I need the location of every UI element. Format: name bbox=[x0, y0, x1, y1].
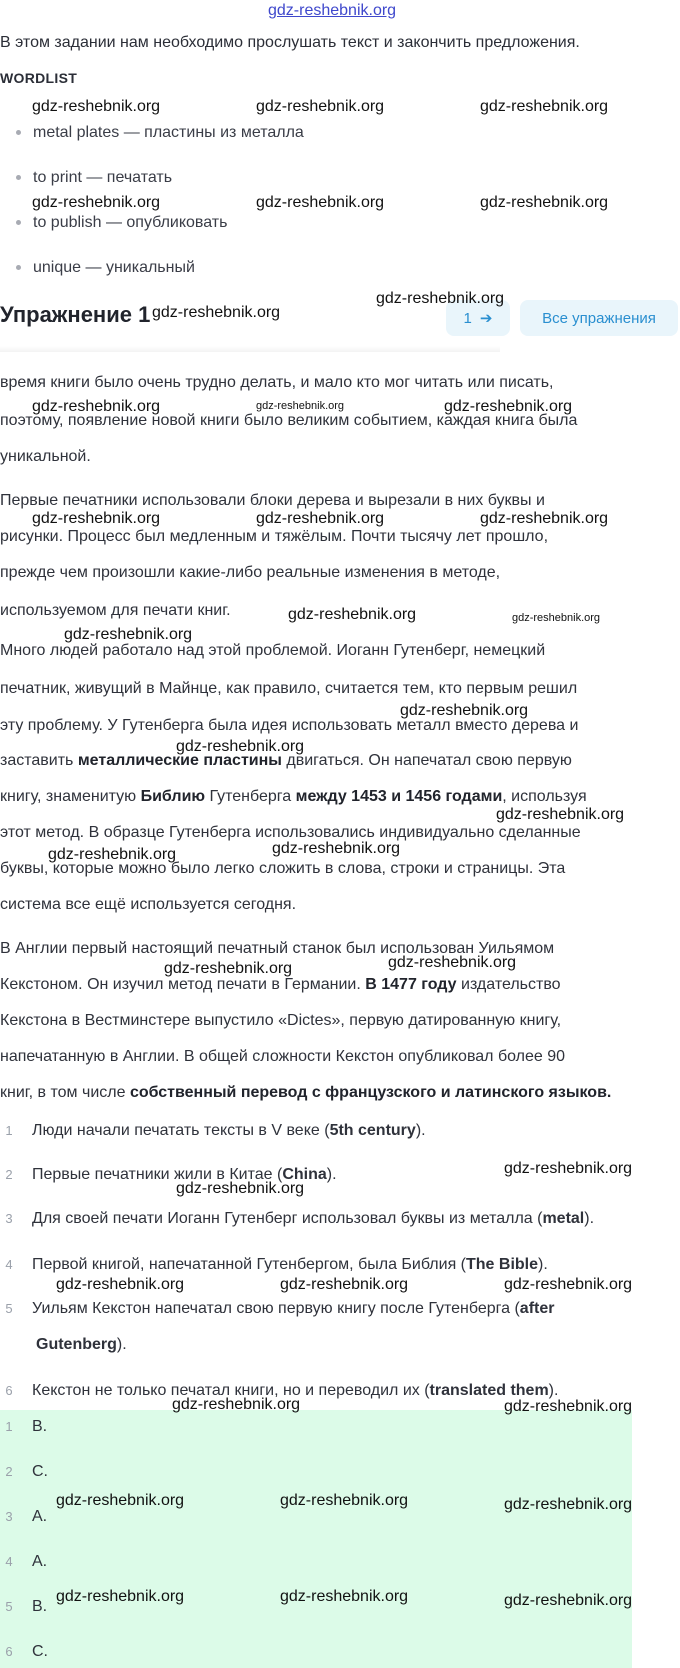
watermark: gdz-reshebnik.org bbox=[512, 612, 601, 624]
text-line: эту проблему. У Гутенберга была идея использовать металл вместо дерева и bbox=[0, 717, 579, 734]
watermark: gdz-reshebnik.org bbox=[164, 960, 293, 977]
text-line: книгу, знаменитую Библию Гутенберга между 1453 и 1456 годами, используя bbox=[0, 788, 587, 805]
text-line: В Англии первый настоящий печатный станок был использован Уильямом bbox=[0, 940, 555, 957]
bullet-icon bbox=[16, 265, 21, 270]
wordlist-item: to print — печатать bbox=[16, 169, 172, 187]
text-line: Первые печатники использовали блоки дерева и вырезали в них буквы и bbox=[0, 492, 545, 509]
watermark: gdz-reshebnik.org bbox=[480, 98, 609, 115]
watermark: gdz-reshebnik.org bbox=[32, 510, 161, 527]
text-line: напечатанную в Англии. В общей сложности Кекстон опубликовал более 90 bbox=[0, 1048, 566, 1065]
watermark: gdz-reshebnik.org bbox=[280, 1492, 409, 1509]
watermark: gdz-reshebnik.org bbox=[376, 290, 505, 307]
watermark: gdz-reshebnik.org bbox=[444, 398, 573, 415]
watermark: gdz-reshebnik.org bbox=[64, 626, 193, 643]
text-line: система все ещё используется сегодня. bbox=[0, 896, 297, 913]
watermark: gdz-reshebnik.org bbox=[32, 398, 161, 415]
answers-panel bbox=[0, 1410, 632, 1668]
wordlist-item: metal plates — пластины из металла bbox=[16, 124, 304, 142]
all-exercises-button[interactable]: Все упражнения bbox=[520, 300, 678, 336]
watermark: gdz-reshebnik.org bbox=[480, 510, 609, 527]
answer-item: 3 A. bbox=[5, 1508, 48, 1525]
watermark: gdz-reshebnik.org bbox=[176, 738, 305, 755]
question-item: 5 Уильям Кекстон напечатал свою первую книгу после Гутенберга (after bbox=[5, 1300, 555, 1317]
answer-item: 5 B. bbox=[5, 1598, 48, 1615]
watermark: gdz-reshebnik.org bbox=[504, 1592, 633, 1609]
watermark: gdz-reshebnik.org bbox=[256, 510, 385, 527]
watermark: gdz-reshebnik.org bbox=[256, 98, 385, 115]
watermark: gdz-reshebnik.org bbox=[504, 1160, 633, 1177]
text-line: уникальной. bbox=[0, 448, 91, 465]
bullet-icon bbox=[16, 220, 21, 225]
wordlist-title: WORDLIST bbox=[0, 70, 78, 86]
watermark: gdz-reshebnik.org bbox=[272, 840, 401, 857]
watermark: gdz-reshebnik.org bbox=[480, 194, 609, 211]
watermark: gdz-reshebnik.org bbox=[504, 1496, 633, 1513]
watermark-top[interactable]: gdz-reshebnik.org bbox=[268, 2, 397, 19]
text-line: время книги было очень трудно делать, и мало кто мог читать или писать, bbox=[0, 374, 554, 391]
text-line: прежде чем произошли какие-либо реальные изменения в методе, bbox=[0, 564, 501, 581]
watermark: gdz-reshebnik.org bbox=[504, 1276, 633, 1293]
question-item: 2 Первые печатники жили в Китае (China). bbox=[5, 1166, 337, 1183]
question-item: 1 Люди начали печатать тексты в V веке (5th century). bbox=[5, 1122, 426, 1139]
text-line: книг, в том числе собственный перевод с французского и латинского языков. bbox=[0, 1084, 612, 1101]
page-number: 1 bbox=[463, 309, 472, 327]
answer-item: 4 A. bbox=[5, 1553, 48, 1570]
watermark: gdz-reshebnik.org bbox=[256, 400, 345, 412]
exercise-title: Упражнение 1 bbox=[0, 302, 151, 327]
text-line: заставить металлические пластины двигаться. Он напечатал свою первую bbox=[0, 752, 572, 769]
answer-item: 2 C. bbox=[5, 1463, 48, 1480]
text-line: этот метод. В образце Гутенберга использовались индивидуально сделанные bbox=[0, 824, 581, 841]
text-line: Много людей работало над этой проблемой. Иоганн Гутенберг, немецкий bbox=[0, 642, 546, 659]
watermark: gdz-reshebnik.org bbox=[56, 1492, 185, 1509]
bullet-icon bbox=[16, 175, 21, 180]
question-item: 3 Для своей печати Иоганн Гутенберг использовал буквы из металла (metal). bbox=[5, 1210, 595, 1227]
answer-item: 1 B. bbox=[5, 1418, 48, 1435]
answer-item: 6 C. bbox=[5, 1643, 48, 1660]
watermark: gdz-reshebnik.org bbox=[56, 1588, 185, 1605]
wordlist-item: unique — уникальный bbox=[16, 259, 195, 277]
watermark: gdz-reshebnik.org bbox=[32, 98, 161, 115]
text-line: поэтому, появление новой книги было великим событием, каждая книга была bbox=[0, 412, 578, 429]
watermark: gdz-reshebnik.org bbox=[496, 806, 625, 823]
question-item: 6 Кекстон не только печатал книги, но и переводил их (translated them). bbox=[5, 1382, 559, 1399]
watermark: gdz-reshebnik.org bbox=[288, 606, 417, 623]
question-item: 4 Первой книгой, напечатанной Гутенбергом, была Библия (The Bible). bbox=[5, 1256, 548, 1273]
watermark: gdz-reshebnik.org bbox=[172, 1396, 301, 1413]
watermark: gdz-reshebnik.org bbox=[280, 1588, 409, 1605]
watermark: gdz-reshebnik.org bbox=[176, 1180, 305, 1197]
text-line: рисунки. Процесс был медленным и тяжёлым. Почти тысячу лет прошло, bbox=[0, 528, 549, 545]
watermark: gdz-reshebnik.org bbox=[48, 846, 177, 863]
text-line: Кекстоном. Он изучил метод печати в Германии. В 1477 году издательство bbox=[0, 976, 561, 993]
watermark: gdz-reshebnik.org bbox=[32, 194, 161, 211]
watermark: gdz-reshebnik.org bbox=[504, 1398, 633, 1415]
text-line: печатник, живущий в Майнце, как правило, считается тем, кто первым решил bbox=[0, 680, 578, 697]
clipped-line bbox=[0, 346, 500, 352]
text-line: используемом для печати книг. bbox=[0, 602, 231, 619]
watermark: gdz-reshebnik.org bbox=[280, 1276, 409, 1293]
watermark: gdz-reshebnik.org bbox=[256, 194, 385, 211]
question-item-continued: Gutenberg). bbox=[36, 1336, 127, 1353]
bullet-icon bbox=[16, 130, 21, 135]
intro-text: В этом задании нам необходимо прослушать текст и закончить предложения. bbox=[0, 34, 580, 51]
watermark: gdz-reshebnik.org bbox=[56, 1276, 185, 1293]
text-line: Кекстона в Вестминстере выпустило «Dictes», первую датированную книгу, bbox=[0, 1012, 562, 1029]
watermark: gdz-reshebnik.org bbox=[152, 304, 281, 321]
watermark: gdz-reshebnik.org bbox=[388, 954, 517, 971]
wordlist-item: to publish — опубликовать bbox=[16, 214, 227, 232]
text-line: буквы, которые можно было легко сложить в слова, строки и страницы. Эта bbox=[0, 860, 566, 877]
arrow-right-icon: ➔ bbox=[479, 310, 493, 327]
watermark: gdz-reshebnik.org bbox=[400, 702, 529, 719]
